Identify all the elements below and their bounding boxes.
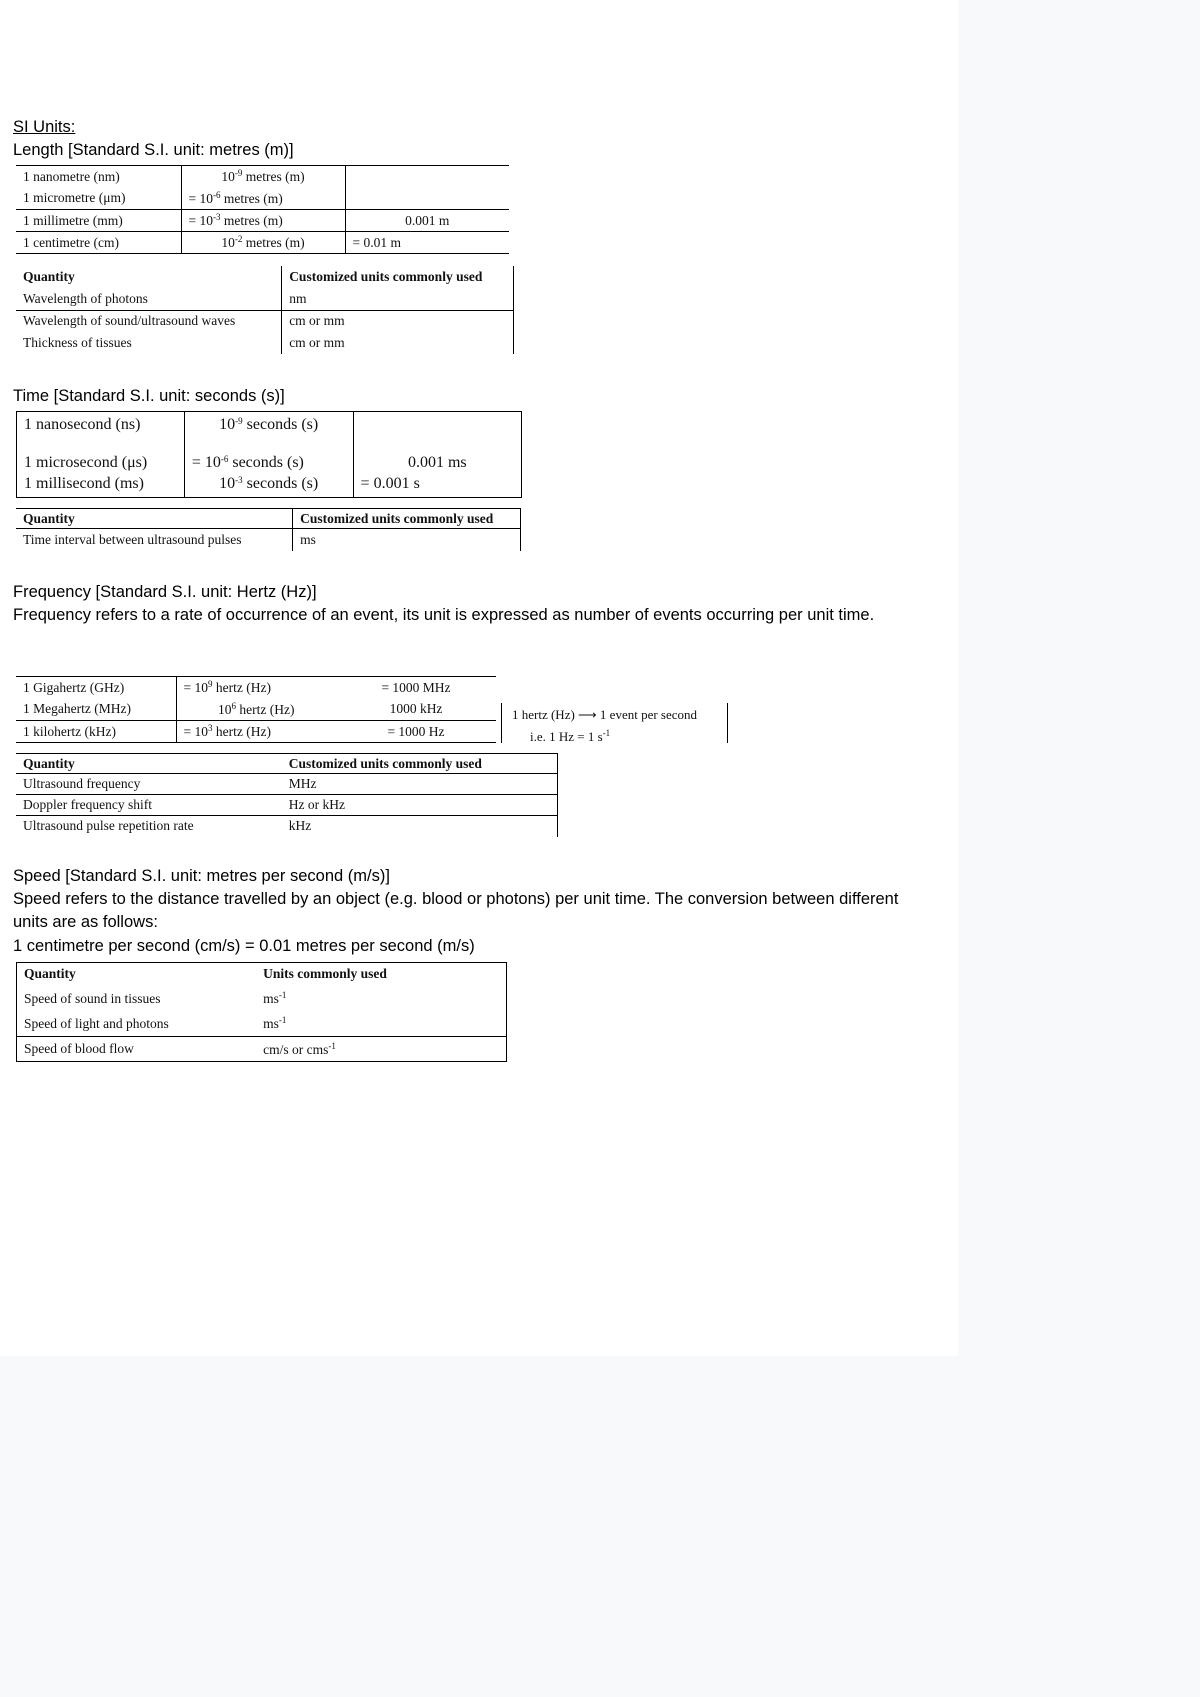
table-cell: Speed of light and photons [24, 1015, 169, 1031]
table-cell: cm/s or cms$^{-1}$ [263, 1040, 336, 1057]
table-header-row [16, 266, 514, 288]
table-cell [353, 412, 521, 438]
table-cell: kHz [282, 816, 558, 837]
time-quantity-table [16, 508, 521, 551]
table-cell: $ms^{-1}$ [263, 1015, 287, 1032]
table-header-cell: Customized units commonly used [282, 754, 558, 774]
length-quantity-table [16, 266, 514, 354]
table-cell: Ultrasound pulse repetition rate [23, 818, 194, 834]
table-row [16, 677, 496, 699]
table-cell: 1 nanosecond (ns) [17, 412, 185, 438]
table-header-cell: Quantity [24, 966, 76, 982]
note-line: i.e. 1 Hz = 1 $s^{-1}$ [530, 728, 611, 744]
table-cell: $ms^{-1}$ [263, 990, 287, 1006]
table-cell: cm or mm [282, 310, 514, 332]
table-row [16, 699, 496, 721]
table-cell: ms [293, 529, 521, 551]
table-row [17, 438, 522, 472]
table-row [16, 774, 558, 795]
table-cell: = $10^{-6}$ metres (m) [181, 188, 345, 210]
table-cell: 1 nanometre (nm) [16, 166, 181, 188]
table-row [17, 472, 522, 498]
time-title: Time [Standard S.I. unit: seconds (s)] [13, 387, 285, 405]
length-title: Length [Standard S.I. unit: metres (m)] [13, 141, 294, 159]
table-row [16, 166, 509, 188]
time-conversion-table [16, 411, 522, 498]
length-conversion-table [16, 165, 509, 254]
table-row [17, 1037, 507, 1062]
table-cell: 0.001 ms [407, 453, 467, 471]
table-cell: = 1000 MHz [381, 679, 451, 695]
hertz-definition-note [501, 703, 728, 743]
speed-conversion-line: 1 centimetre per second (cm/s) = 0.01 metres per second (m/s) [13, 937, 475, 955]
frequency-description: Frequency refers to a rate of occurrence of an event, its unit is expressed as number of events occurring per unit time. [13, 606, 875, 624]
table-header-cell: Quantity [23, 755, 75, 771]
table-row [16, 721, 496, 743]
table-cell: 1000 kHz [389, 701, 443, 717]
table-cell: 1 micrometre (μm) [16, 188, 181, 210]
table-row [16, 310, 514, 332]
table-cell: nm [282, 288, 514, 310]
table-cell: 1 millisecond (ms) [17, 472, 185, 498]
table-cell: $10^6$ hertz (Hz) [218, 700, 295, 717]
table-cell: 1 kilohertz (kHz) [16, 721, 176, 743]
table-row [16, 232, 509, 254]
table-cell: Wavelength of sound/ultrasound waves [16, 310, 282, 332]
table-cell: Hz or kHz [282, 795, 558, 816]
table-cell [345, 166, 509, 188]
table-row [16, 332, 514, 354]
table-cell: = $10^{-3}$ metres (m) [181, 210, 345, 232]
note-line: 1 hertz (Hz) ⟶ 1 event per second [512, 707, 698, 722]
table-header-row [16, 754, 558, 774]
table-cell: 1 centimetre (cm) [16, 232, 181, 254]
table-row [16, 816, 558, 837]
table-cell: = 1000 Hz [387, 723, 445, 739]
table-row [16, 795, 558, 816]
table-cell: Time interval between ultrasound pulses [16, 529, 293, 551]
table-cell: = 0.01 m [352, 234, 401, 250]
table-cell: Thickness of tissues [16, 332, 282, 354]
speed-description: Speed refers to the distance travelled by an object (e.g. blood or photons) per unit time. The conversion between different units are as follows: [13, 890, 899, 931]
table-header-row [16, 509, 521, 529]
table-cell: Speed of blood flow [24, 1041, 134, 1056]
table-header-cell: Customized units commonly used [293, 509, 521, 529]
speed-title: Speed [Standard S.I. unit: metres per second (m/s)] [13, 867, 390, 885]
table-cell: $10^{-2}$ metres (m) [181, 232, 345, 254]
page-heading: SI Units: [13, 118, 76, 136]
table-cell: MHz [282, 774, 558, 795]
table-cell: 1 microsecond (μs) [17, 438, 185, 472]
table-header-cell: Customized units commonly used [282, 266, 514, 288]
table-cell: Speed of sound in tissues [24, 990, 161, 1006]
table-cell: $10^{-3}$ seconds (s) [184, 472, 353, 498]
table-cell: $10^{-9}$ seconds (s) [184, 412, 353, 438]
table-cell: Ultrasound frequency [23, 776, 141, 791]
frequency-quantity-table [16, 753, 558, 837]
table-cell: Doppler frequency shift [23, 797, 152, 812]
table-row [16, 188, 509, 210]
speed-quantity-table [16, 962, 507, 1062]
table-cell: 1 Gigahertz (GHz) [16, 677, 176, 699]
table-row [16, 288, 514, 310]
table-row [16, 529, 521, 551]
table-cell: $10^{-9}$ metres (m) [181, 166, 345, 188]
table-row [17, 986, 507, 1012]
table-cell: = $10^3$ hertz (Hz) [183, 723, 271, 739]
table-row [17, 1012, 507, 1037]
table-cell: 0.001 m [405, 212, 450, 228]
table-row [17, 412, 522, 438]
table-cell [345, 188, 509, 210]
table-cell: cm or mm [282, 332, 514, 354]
frequency-title: Frequency [Standard S.I. unit: Hertz (Hz)] [13, 583, 317, 601]
table-cell: 1 millimetre (mm) [16, 210, 181, 232]
table-header-cell: Quantity [16, 266, 282, 288]
table-header-cell: Units commonly used [263, 966, 387, 982]
table-cell: Wavelength of photons [16, 288, 282, 310]
table-row [16, 210, 509, 232]
table-cell: = $10^{-6}$ seconds (s) [184, 438, 353, 472]
table-header-cell: Quantity [16, 509, 293, 529]
table-cell: = 0.001 s [360, 475, 420, 493]
table-cell: = $10^9$ hertz (Hz) [183, 679, 271, 696]
table-header-row [17, 963, 507, 986]
frequency-conversion-table [16, 676, 496, 743]
table-cell: 1 Megahertz (MHz) [16, 699, 176, 721]
